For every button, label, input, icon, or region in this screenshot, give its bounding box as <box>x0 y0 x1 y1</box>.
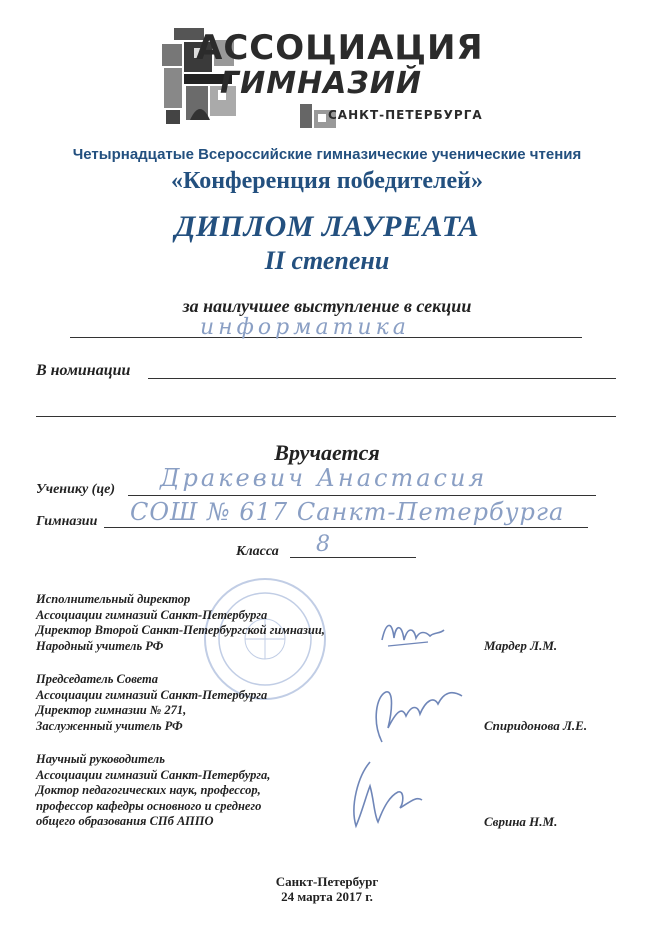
signatory-2-title <box>36 672 267 734</box>
signature-1-icon <box>378 612 448 652</box>
class-value: 8 <box>316 532 332 557</box>
school-line <box>104 527 588 528</box>
award-heading: Вручается <box>274 440 380 465</box>
school-label: Гимназии <box>36 514 98 529</box>
signatory-2-line-1: Председатель Совета <box>36 672 158 686</box>
signatory-1-line-2: Ассоциации гимназий Санкт-Петербурга <box>36 607 268 622</box>
signatory-3-line-3: Доктор педагогических наук, профессор, <box>36 783 261 797</box>
readings-subtitle: Четырнадцатые Всероссийские гимназические ученические чтения <box>72 146 582 163</box>
signatory-2-line-4: Заслуженный учитель РФ <box>36 718 183 733</box>
signatory-2-line-3: Директор гимназии № 271, <box>36 703 187 717</box>
nomination-line-2 <box>36 416 616 417</box>
nomination-line-1 <box>148 378 616 379</box>
logo-line-3: САНКТ-ПЕТЕРБУРГА <box>328 108 483 122</box>
association-logo <box>160 20 500 132</box>
footer-city: Санкт-Петербург <box>275 874 379 889</box>
school-value: СОШ № 617 Санкт-Петербурга <box>130 498 565 526</box>
conference-title: «Конференция победителей» <box>171 168 483 194</box>
signatory-3-title <box>36 752 270 830</box>
section-label: за наилучшее выступление в секции <box>182 296 472 316</box>
signatory-2-name: Спиридонова Л.Е. <box>484 718 588 733</box>
class-line <box>290 557 416 558</box>
student-label: Ученику (це) <box>36 482 115 497</box>
signature-2-icon <box>362 682 472 752</box>
signatory-3-line-4: профессор кафедры основного и среднего <box>36 798 262 813</box>
signatory-1-line-1: Исполнительный директор <box>36 592 191 606</box>
signatory-1-line-3: Директор Второй Санкт-Петербургской гимназии, <box>36 623 325 637</box>
logo-line-1: АССОЦИАЦИЯ <box>196 28 484 68</box>
signatory-3-line-2: Ассоциации гимназий Санкт-Петербурга, <box>36 767 271 782</box>
signatory-1-line-4: Народный учитель РФ <box>36 638 164 653</box>
signatory-1-title <box>36 592 325 654</box>
student-line <box>128 495 596 496</box>
footer-date: 24 марта 2017 г. <box>281 889 373 904</box>
signatory-3-line-5: общего образования СПб АППО <box>36 814 214 828</box>
student-value: Дракевич Анастасия <box>160 464 488 492</box>
diploma-title: ДИПЛОМ ЛАУРЕАТА <box>174 210 480 243</box>
footer <box>0 874 654 904</box>
signatory-3-line-1: Научный руководитель <box>36 752 165 766</box>
signature-3-icon <box>340 756 430 836</box>
signatory-2-line-2: Ассоциации гимназий Санкт-Петербурга <box>36 687 268 702</box>
diploma-degree: II степени <box>264 246 390 275</box>
section-value: информатика <box>200 315 410 340</box>
signatory-1-name: Мардер Л.М. <box>484 638 558 653</box>
logo-line-2: ГИМНАЗИЙ <box>220 66 422 101</box>
signatory-3-name: Сврина Н.М. <box>484 814 558 829</box>
class-label: Класса <box>236 544 279 559</box>
nomination-label: В номинации <box>36 362 131 379</box>
